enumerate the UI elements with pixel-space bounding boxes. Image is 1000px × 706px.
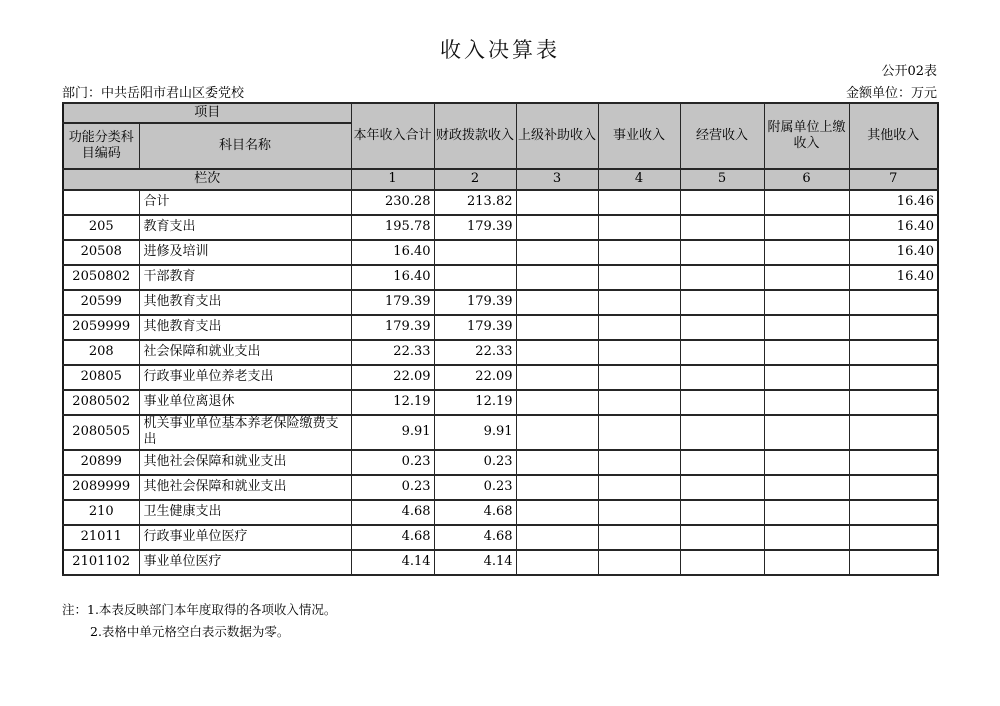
value-cell xyxy=(764,390,849,415)
table-row xyxy=(63,450,938,475)
value-cell: 12.19 xyxy=(434,390,516,415)
value-cell xyxy=(849,365,938,390)
value-cell xyxy=(598,265,680,290)
subject-code-cell: 2059999 xyxy=(63,315,139,340)
value-cell xyxy=(680,525,764,550)
value-cell xyxy=(764,500,849,525)
subject-name-cell: 进修及培训 xyxy=(139,240,351,265)
value-cell xyxy=(598,450,680,475)
value-cell xyxy=(764,315,849,340)
value-cell xyxy=(849,415,938,450)
subject-name-cell: 机关事业单位基本养老保险缴费支出 xyxy=(139,415,351,450)
value-cell xyxy=(849,315,938,340)
subject-code-cell: 20805 xyxy=(63,365,139,390)
subject-code-cell: 20508 xyxy=(63,240,139,265)
value-cell xyxy=(764,290,849,315)
value-cell xyxy=(434,265,516,290)
value-cell xyxy=(598,390,680,415)
value-cell xyxy=(598,315,680,340)
value-cell: 22.09 xyxy=(434,365,516,390)
value-cell xyxy=(598,215,680,240)
subject-name-cell: 干部教育 xyxy=(139,265,351,290)
value-cell: 0.23 xyxy=(351,450,434,475)
table-row xyxy=(63,265,938,290)
value-cell xyxy=(516,475,598,500)
value-cell: 22.09 xyxy=(351,365,434,390)
value-cell: 16.40 xyxy=(849,215,938,240)
value-cell: 195.78 xyxy=(351,215,434,240)
value-cell xyxy=(849,290,938,315)
value-cell: 4.68 xyxy=(351,525,434,550)
value-cell xyxy=(434,240,516,265)
subject-name-cell: 事业单位医疗 xyxy=(139,550,351,575)
header-row-project xyxy=(63,103,938,123)
value-cell: 179.39 xyxy=(351,290,434,315)
value-cell xyxy=(849,525,938,550)
value-cell xyxy=(516,365,598,390)
table-row xyxy=(63,190,938,215)
subject-code-cell: 20899 xyxy=(63,450,139,475)
value-cell xyxy=(680,415,764,450)
value-cell xyxy=(764,215,849,240)
value-cell: 12.19 xyxy=(351,390,434,415)
income-table-wrapper xyxy=(62,102,939,576)
value-cell xyxy=(764,415,849,450)
page-title: 收入决算表 xyxy=(440,38,560,62)
value-cell: 4.68 xyxy=(434,525,516,550)
value-cell xyxy=(680,265,764,290)
value-cell xyxy=(516,265,598,290)
value-cell: 16.40 xyxy=(351,265,434,290)
value-cell xyxy=(680,315,764,340)
value-cell xyxy=(516,340,598,365)
value-cell xyxy=(598,340,680,365)
value-cell xyxy=(764,265,849,290)
value-cell: 230.28 xyxy=(351,190,434,215)
header-subordinate-remittance: 附属单位上缴收入 xyxy=(764,103,849,169)
value-cell xyxy=(680,340,764,365)
table-row xyxy=(63,365,938,390)
value-cell xyxy=(516,215,598,240)
value-cell: 0.23 xyxy=(434,450,516,475)
footnotes xyxy=(62,603,336,639)
value-cell xyxy=(849,550,938,575)
footnote-2: 2.表格中单元格空白表示数据为零。 xyxy=(90,623,290,639)
subject-code-cell: 205 xyxy=(63,215,139,240)
value-cell xyxy=(598,365,680,390)
header-total-income: 本年收入合计 xyxy=(351,103,434,169)
value-cell xyxy=(516,240,598,265)
value-cell xyxy=(516,500,598,525)
table-row xyxy=(63,215,938,240)
table-row xyxy=(63,500,938,525)
value-cell: 16.40 xyxy=(351,240,434,265)
subject-name-cell: 其他教育支出 xyxy=(139,315,351,340)
subject-name-cell: 其他社会保障和就业支出 xyxy=(139,475,351,500)
value-cell: 9.91 xyxy=(434,415,516,450)
value-cell xyxy=(680,290,764,315)
value-cell: 179.39 xyxy=(434,215,516,240)
value-cell: 4.14 xyxy=(351,550,434,575)
table-row xyxy=(63,415,938,450)
table-row xyxy=(63,475,938,500)
value-cell xyxy=(516,290,598,315)
value-cell xyxy=(516,550,598,575)
subject-name-cell: 事业单位离退休 xyxy=(139,390,351,415)
value-cell xyxy=(849,340,938,365)
value-cell xyxy=(516,450,598,475)
value-cell: 22.33 xyxy=(351,340,434,365)
subject-code-cell: 2080505 xyxy=(63,415,139,450)
value-cell xyxy=(764,550,849,575)
header-other-income: 其他收入 xyxy=(849,103,938,169)
table-row xyxy=(63,290,938,315)
value-cell xyxy=(598,525,680,550)
value-cell xyxy=(516,525,598,550)
value-cell xyxy=(680,190,764,215)
subject-name-cell: 教育支出 xyxy=(139,215,351,240)
value-cell: 4.68 xyxy=(434,500,516,525)
value-cell: 9.91 xyxy=(351,415,434,450)
value-cell xyxy=(764,450,849,475)
subject-name-cell: 卫生健康支出 xyxy=(139,500,351,525)
table-row xyxy=(63,390,938,415)
public-table-code: 公开02表 xyxy=(881,64,937,79)
column-index-label: 栏次 xyxy=(63,169,351,190)
value-cell xyxy=(764,475,849,500)
value-cell xyxy=(764,190,849,215)
value-cell xyxy=(598,550,680,575)
subject-code-cell: 2050802 xyxy=(63,265,139,290)
table-row xyxy=(63,525,938,550)
column-number: 7 xyxy=(849,169,938,190)
subject-code-cell: 210 xyxy=(63,500,139,525)
value-cell: 16.40 xyxy=(849,265,938,290)
value-cell xyxy=(764,240,849,265)
subject-name-cell: 其他教育支出 xyxy=(139,290,351,315)
subject-name-cell: 其他社会保障和就业支出 xyxy=(139,450,351,475)
value-cell xyxy=(516,390,598,415)
subject-code-cell: 21011 xyxy=(63,525,139,550)
value-cell xyxy=(516,415,598,450)
value-cell xyxy=(680,550,764,575)
subject-code-cell: 2101102 xyxy=(63,550,139,575)
column-number: 6 xyxy=(764,169,849,190)
header-subject-name: 科目名称 xyxy=(139,123,351,169)
column-index-row xyxy=(63,169,938,190)
value-cell xyxy=(680,215,764,240)
value-cell: 213.82 xyxy=(434,190,516,215)
subject-name-cell: 行政事业单位医疗 xyxy=(139,525,351,550)
value-cell: 0.23 xyxy=(434,475,516,500)
value-cell xyxy=(849,450,938,475)
table-row xyxy=(63,315,938,340)
value-cell xyxy=(598,475,680,500)
value-cell xyxy=(680,365,764,390)
value-cell: 16.46 xyxy=(849,190,938,215)
column-number: 5 xyxy=(680,169,764,190)
value-cell xyxy=(598,415,680,450)
subject-code-cell: 2080502 xyxy=(63,390,139,415)
department-label: 部门：中共岳阳市君山区委党校 xyxy=(62,86,245,101)
table-row xyxy=(63,550,938,575)
column-number: 2 xyxy=(434,169,516,190)
value-cell xyxy=(764,525,849,550)
header-subject-code: 功能分类科目编码 xyxy=(63,123,139,169)
subject-code-cell: 20599 xyxy=(63,290,139,315)
table-row xyxy=(63,240,938,265)
value-cell: 179.39 xyxy=(351,315,434,340)
table-body xyxy=(63,190,938,575)
header-business-income: 事业收入 xyxy=(598,103,680,169)
header-fiscal-appropriation: 财政拨款收入 xyxy=(434,103,516,169)
header-project: 项目 xyxy=(63,103,351,123)
column-number: 4 xyxy=(598,169,680,190)
value-cell xyxy=(849,390,938,415)
value-cell: 22.33 xyxy=(434,340,516,365)
value-cell xyxy=(849,500,938,525)
value-cell xyxy=(516,315,598,340)
subject-code-cell: 2089999 xyxy=(63,475,139,500)
value-cell xyxy=(598,290,680,315)
value-cell xyxy=(680,475,764,500)
header-superior-subsidy: 上级补助收入 xyxy=(516,103,598,169)
subject-code-cell: 208 xyxy=(63,340,139,365)
column-number: 3 xyxy=(516,169,598,190)
value-cell xyxy=(849,475,938,500)
value-cell xyxy=(680,500,764,525)
subject-name-cell: 行政事业单位养老支出 xyxy=(139,365,351,390)
table-row xyxy=(63,340,938,365)
value-cell xyxy=(516,190,598,215)
value-cell: 179.39 xyxy=(434,315,516,340)
subject-code-cell xyxy=(63,190,139,215)
value-cell xyxy=(680,450,764,475)
amount-unit-label: 金额单位：万元 xyxy=(845,86,937,101)
value-cell xyxy=(764,365,849,390)
value-cell: 0.23 xyxy=(351,475,434,500)
subject-name-cell: 合计 xyxy=(139,190,351,215)
value-cell: 4.14 xyxy=(434,550,516,575)
value-cell xyxy=(764,340,849,365)
footnote-1: 注：1.本表反映部门本年度取得的各项收入情况。 xyxy=(62,602,337,617)
header-operating-income: 经营收入 xyxy=(680,103,764,169)
value-cell xyxy=(680,390,764,415)
value-cell: 179.39 xyxy=(434,290,516,315)
value-cell: 16.40 xyxy=(849,240,938,265)
value-cell xyxy=(598,500,680,525)
income-final-accounts-table xyxy=(62,102,939,576)
subject-name-cell: 社会保障和就业支出 xyxy=(139,340,351,365)
column-number: 1 xyxy=(351,169,434,190)
value-cell: 4.68 xyxy=(351,500,434,525)
value-cell xyxy=(598,240,680,265)
value-cell xyxy=(598,190,680,215)
value-cell xyxy=(680,240,764,265)
